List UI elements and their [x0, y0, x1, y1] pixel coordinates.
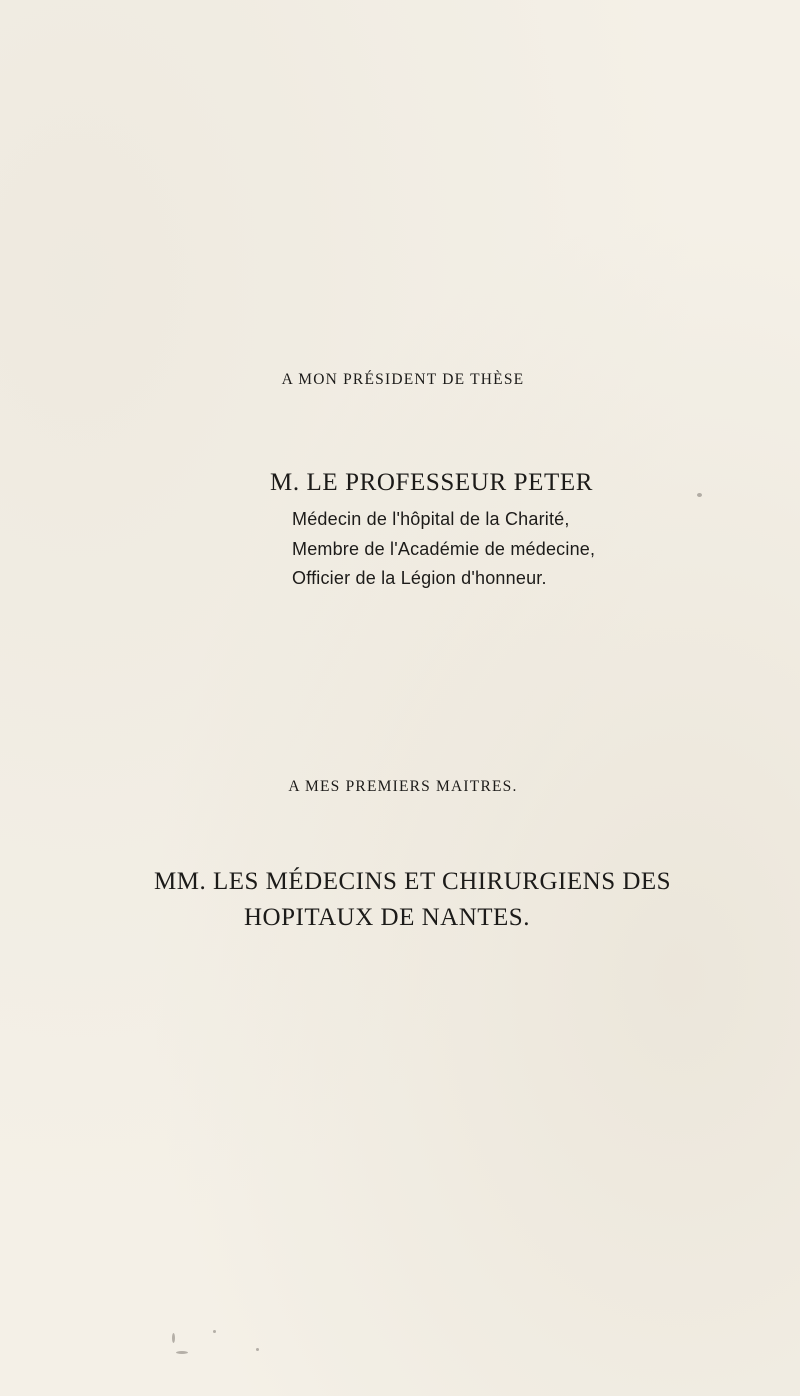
dedication-heading-masters: A MES PREMIERS MAITRES. — [288, 778, 518, 795]
dedication-heading-president: A MON PRÉSIDENT DE THÈSE — [281, 371, 525, 388]
paper-speck — [256, 1348, 259, 1351]
dedicatee-title-1: Médecin de l'hôpital de la Charité, — [292, 509, 570, 529]
paper-speck — [176, 1351, 188, 1354]
dedicatee-title-2: Membre de l'Académie de médecine, — [292, 539, 596, 559]
recipients-line-1: MM. LES MÉDECINS ET CHIRURGIENS DES — [154, 868, 672, 895]
paper-speck — [213, 1330, 216, 1333]
paper-speck — [172, 1333, 175, 1343]
dedicatee-title-3: Officier de la Légion d'honneur. — [292, 568, 547, 588]
dedicatee-name: M. LE PROFESSEUR PETER — [270, 469, 593, 496]
recipients-line-2: HOPITAUX DE NANTES. — [244, 904, 530, 931]
paper-speck — [697, 493, 702, 497]
